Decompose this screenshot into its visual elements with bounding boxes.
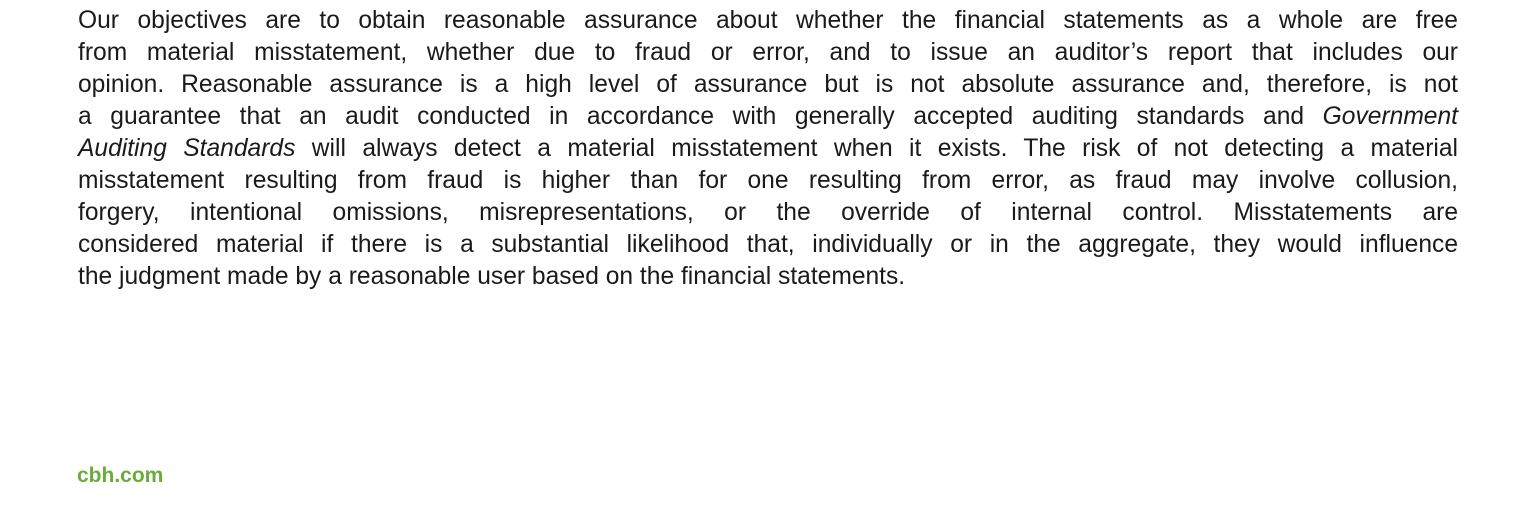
footer-brand-link[interactable]: cbh.com (77, 464, 164, 487)
paragraph-line: misstatement resulting from fraud is higher than for one resulting from error, as fraud may involve collusion, (78, 167, 1458, 194)
paragraph-text: a guarantee that an audit conducted in accordance with generally accepted auditing standards and (78, 103, 1323, 130)
italic-title-part: Auditing Standards (78, 135, 296, 162)
paragraph-line: considered material if there is a substantial likelihood that, individually or in the aggregate, they would influence (78, 231, 1458, 258)
paragraph-line: the judgment made by a reasonable user based on the financial statements. (78, 263, 906, 290)
paragraph-text: will always detect a material misstatement when it exists. The risk of not detecting a material (295, 135, 1458, 162)
heading-fragment (262, 0, 276, 2)
paragraph-line (78, 101, 1458, 133)
paragraph-line: forgery, intentional omissions, misrepresentations, or the override of internal control. Misstatements are (78, 199, 1458, 226)
audit-objectives-paragraph (78, 5, 1458, 293)
paragraph-line: from material misstatement, whether due to fraud or error, and to issue an auditor’s report that includes our (78, 39, 1458, 66)
paragraph-line (78, 133, 1458, 165)
paragraph-line: Our objectives are to obtain reasonable assurance about whether the financial statements as a whole are free (78, 7, 1458, 34)
paragraph-line: opinion. Reasonable assurance is a high level of assurance but is not absolute assurance and, therefore, is not (78, 71, 1458, 98)
italic-title-part: Government (1322, 103, 1458, 130)
section-heading-cropped (78, 0, 378, 4)
